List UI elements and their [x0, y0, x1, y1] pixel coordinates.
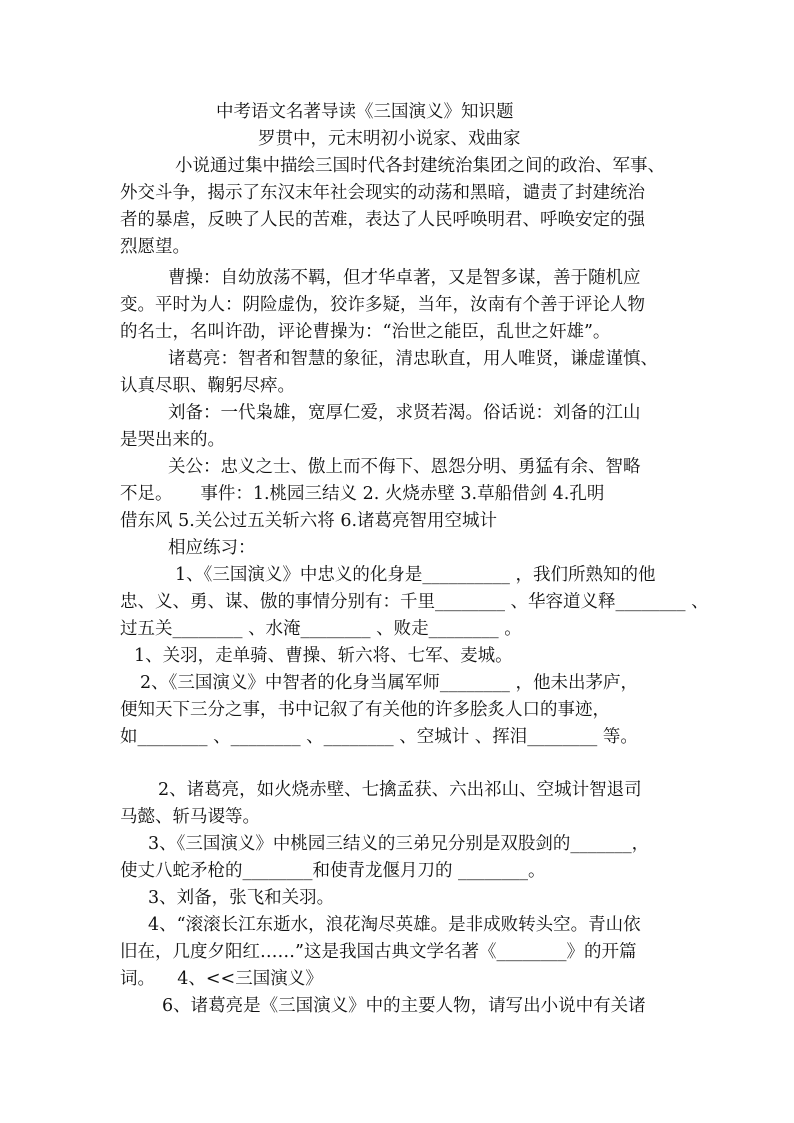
answer-2-line: 马懿、斩马谡等。 — [120, 807, 260, 827]
intro-line: 外交斗争，揭示了东汉末年社会现实的动荡和黑暗，谴责了封建统治 — [120, 183, 645, 203]
caocao-line: 曹操：自幼放荡不羁，但才华卓著，又是智多谋，善于随机应 — [168, 268, 641, 288]
answer-2-line: 2、诸葛亮，如火烧赤壁、七擒孟获、六出祁山、空城计智退司 — [158, 780, 642, 800]
practice-heading: 相应练习： — [168, 538, 256, 558]
question-6-line: 6、诸葛亮是《三国演义》中的主要人物，请写出小说中有关诸 — [162, 996, 646, 1016]
liubei-line: 是哭出来的。 — [120, 430, 225, 450]
question-3-line: 3、《三国演义》中桃园三结义的三弟兄分别是双股剑的_______， — [148, 834, 650, 854]
document-subtitle: 罗贯中，元末明初小说家、戏曲家 — [258, 129, 521, 149]
answer-3: 3、刘备，张飞和关羽。 — [148, 888, 335, 908]
question-1-line: 忠、义、勇、谋、傲的事情分别有：千里________ 、华容道义释________ 、 — [120, 592, 709, 612]
question-1-line: 过五关________ 、水淹________ 、败走________ 。 — [120, 619, 522, 639]
question-3-line: 使丈八蛇矛枪的________和使青龙偃月刀的 ________。 — [120, 861, 546, 881]
intro-line: 小说通过集中描绘三国时代各封建统治集团之间的政治、军事、 — [175, 156, 665, 176]
guangong-line: 借东风 5.关公过五关斩六将 6.诸葛亮智用空城计 — [120, 511, 498, 531]
question-4-line: 4、“滚滚长江东逝水，浪花淘尽英雄。是非成败转头空。青山依 — [148, 915, 641, 935]
intro-line: 者的暴虐，反映了人民的苦难，表达了人民呼唤明君、呼唤安定的强 — [120, 210, 645, 230]
liubei-line: 刘备：一代枭雄，宽厚仁爱，求贤若渴。俗话说：刘备的江山 — [168, 403, 641, 423]
caocao-line: 变。平时为人：阴险虚伪，狡诈多疑，当年，汝南有个善于评论人物 — [120, 295, 645, 315]
intro-line: 烈愿望。 — [120, 237, 190, 257]
question-4-line: 旧在，几度夕阳红……”这是我国古典文学名著《________》的开篇 — [120, 942, 637, 962]
zhugeliang-line: 诸葛亮：智者和智慧的象征，清忠耿直，用人唯贤，谦虚谨慎、 — [168, 349, 658, 369]
caocao-line: 的名士，名叫许劭，评论曹操为：“治世之能臣，乱世之奸雄”。 — [120, 322, 611, 342]
answer-1: 1、关羽，走单骑、曹操、斩六将、七军、麦城。 — [134, 646, 513, 666]
question-2-line: 如________ 、________ 、________ 、空城计 、挥泪________ 等。 — [120, 727, 638, 747]
question-2-line: 便知天下三分之事，书中记叙了有关他的许多脍炙人口的事迹， — [120, 700, 610, 720]
question-2-line: 2、《三国演义》中智者的化身当属军师________ ，他未出茅庐， — [140, 673, 638, 693]
guangong-line: 不足。 事件：1.桃园三结义 2. 火烧赤壁 3.草船借剑 4.孔明 — [120, 484, 605, 504]
document-title: 中考语文名著导读《三国演义》知识题 — [216, 102, 514, 122]
zhugeliang-line: 认真尽职、鞠躬尽瘁。 — [120, 376, 295, 396]
question-1-line: 1、《三国演义》中忠义的化身是__________ ，我们所熟知的他 — [175, 565, 656, 585]
question-4-line: 词。 4、<<三国演义》 — [120, 969, 323, 989]
guangong-line: 关公：忠义之士、傲上而不侮下、恩怨分明、勇猛有余、智略 — [168, 457, 641, 477]
